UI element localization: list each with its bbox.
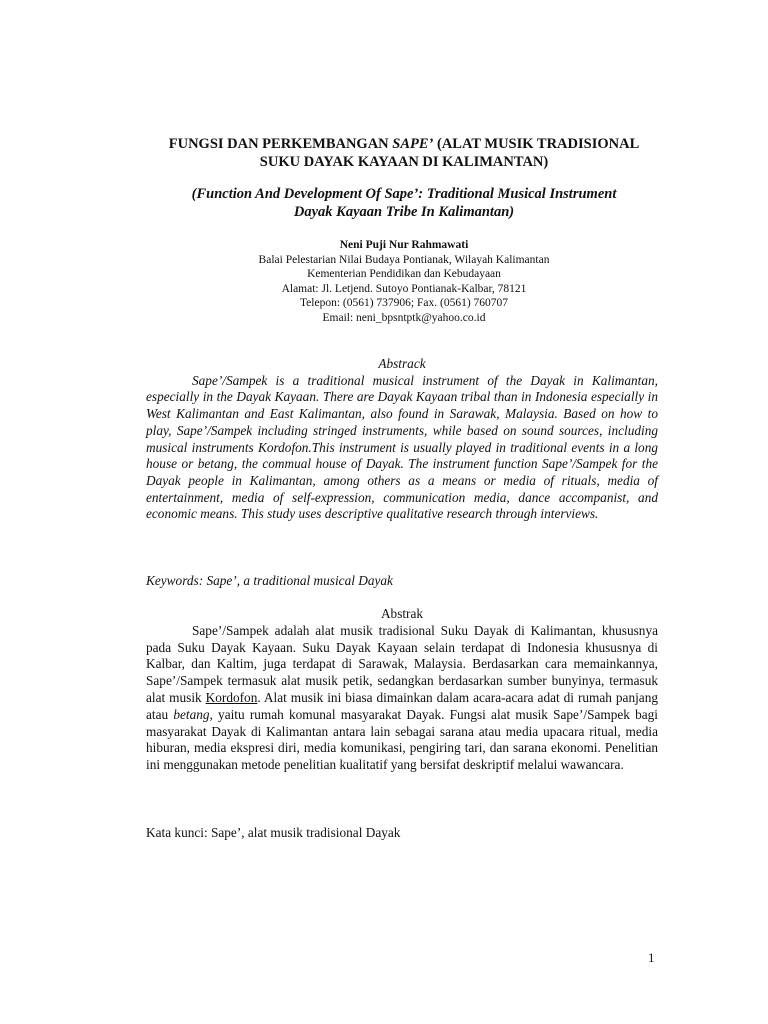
page-number: 1 xyxy=(648,950,655,965)
abstract-indonesian-body xyxy=(146,623,658,774)
author-email: Email: neni_bpsntptk@yahoo.co.id xyxy=(322,311,486,324)
abstract-indonesian-heading: Abstrak xyxy=(380,606,424,621)
paper-title xyxy=(100,136,708,171)
abstract-indonesian xyxy=(146,606,658,774)
subtitle-line1: (Function And Development Of Sape’: Traditional Musical Instrument xyxy=(191,186,617,202)
title-part3: (ALAT MUSIK TRADISIONAL xyxy=(433,136,640,152)
author-phone: Telepon: (0561) 737906; Fax. (0561) 760707 xyxy=(299,297,509,310)
abstract-english xyxy=(146,356,658,523)
abstract-id-part3: , yaitu rumah komunal masyarakat Dayak. Fungsi alat musik Sape’/Sampek bagi masyarakat Dayak di Kalimantan antara lain sebagai sarana atau media upacara ritual, media hiburan, media ekspresi diri, media komunikasi, pengiring tari, dan sarana ekonomi. Penelitian ini menggunakan metode penelitian kualitatif yang bersifat deskriptif melalui wawancara. xyxy=(146,706,658,773)
abstract-id-part1: Sape’/Sampek adalah alat musik tradisional Suku Dayak di Kalimantan, khususnya pada Suku Dayak Kayaan. Suku Dayak Kayaan selain terdapat di Indonesia khususnya di Kalbar, dan Kaltim, juga terdapat di Sarawak, Malaysia. Berdasarkan cara memainkannya, Sape’/Sampek termasuk alat musik petik, sedangkan berdasarkan sumber bunyinya, termasuk alat musik xyxy=(146,622,658,705)
subtitle-line2: Dayak Kayaan Tribe In Kalimantan) xyxy=(293,203,515,220)
title-part1: FUNGSI DAN PERKEMBANGAN xyxy=(168,136,393,152)
author-block xyxy=(150,238,658,326)
author-name: Neni Puji Nur Rahmawati xyxy=(339,239,469,251)
abstract-id-part2: . Alat musik ini biasa dimainkan dalam acara-acara adat di rumah panjang atau xyxy=(146,689,658,722)
title-sape-italic: SAPE’ xyxy=(392,136,434,152)
abstract-id-kordofon: Kordofon xyxy=(205,689,258,705)
abstract-english-body: Sape’/Sampek is a traditional musical instrument of the Dayak in Kalimantan, especially in the Dayak Kayaan. There are Dayak Kayaan tribal than in Indonesia especially in West Kalimantan and East Kalimantan, also found in Sarawak, Malaysia. Based on how to play, Sape’/Sampek including stringed instruments, while based on sound sources, including musical instruments Kordofon.This instrument is usually played in traditional events in a long house or betang, the commual house of Dayak. The instrument function Sape’/Sampek for the Dayak people in Kalimantan, among others as a means or media of rituals, media of entertainment, media of self-expression, communication media, dance accompanist, and economic means. This study uses descriptive qualitative research through interviews. xyxy=(146,372,658,522)
abstract-id-betang: betang xyxy=(173,706,210,722)
keywords-indonesian: Kata kunci: Sape’, alat musik tradisional Dayak xyxy=(146,825,401,840)
author-address: Alamat: Jl. Letjend. Sutoyo Pontianak-Kalbar, 78121 xyxy=(281,282,527,295)
paper-subtitle-english xyxy=(100,186,708,221)
keywords-english: Keywords: Sape’, a traditional musical Dayak xyxy=(146,573,393,588)
author-ministry: Kementerian Pendidikan dan Kebudayaan xyxy=(307,268,501,281)
title-line2: SUKU DAYAK KAYAAN DI KALIMANTAN) xyxy=(259,153,549,170)
author-affiliation: Balai Pelestarian Nilai Budaya Pontianak, Wilayah Kalimantan xyxy=(258,253,550,266)
abstract-english-heading: Abstrack xyxy=(378,356,426,371)
